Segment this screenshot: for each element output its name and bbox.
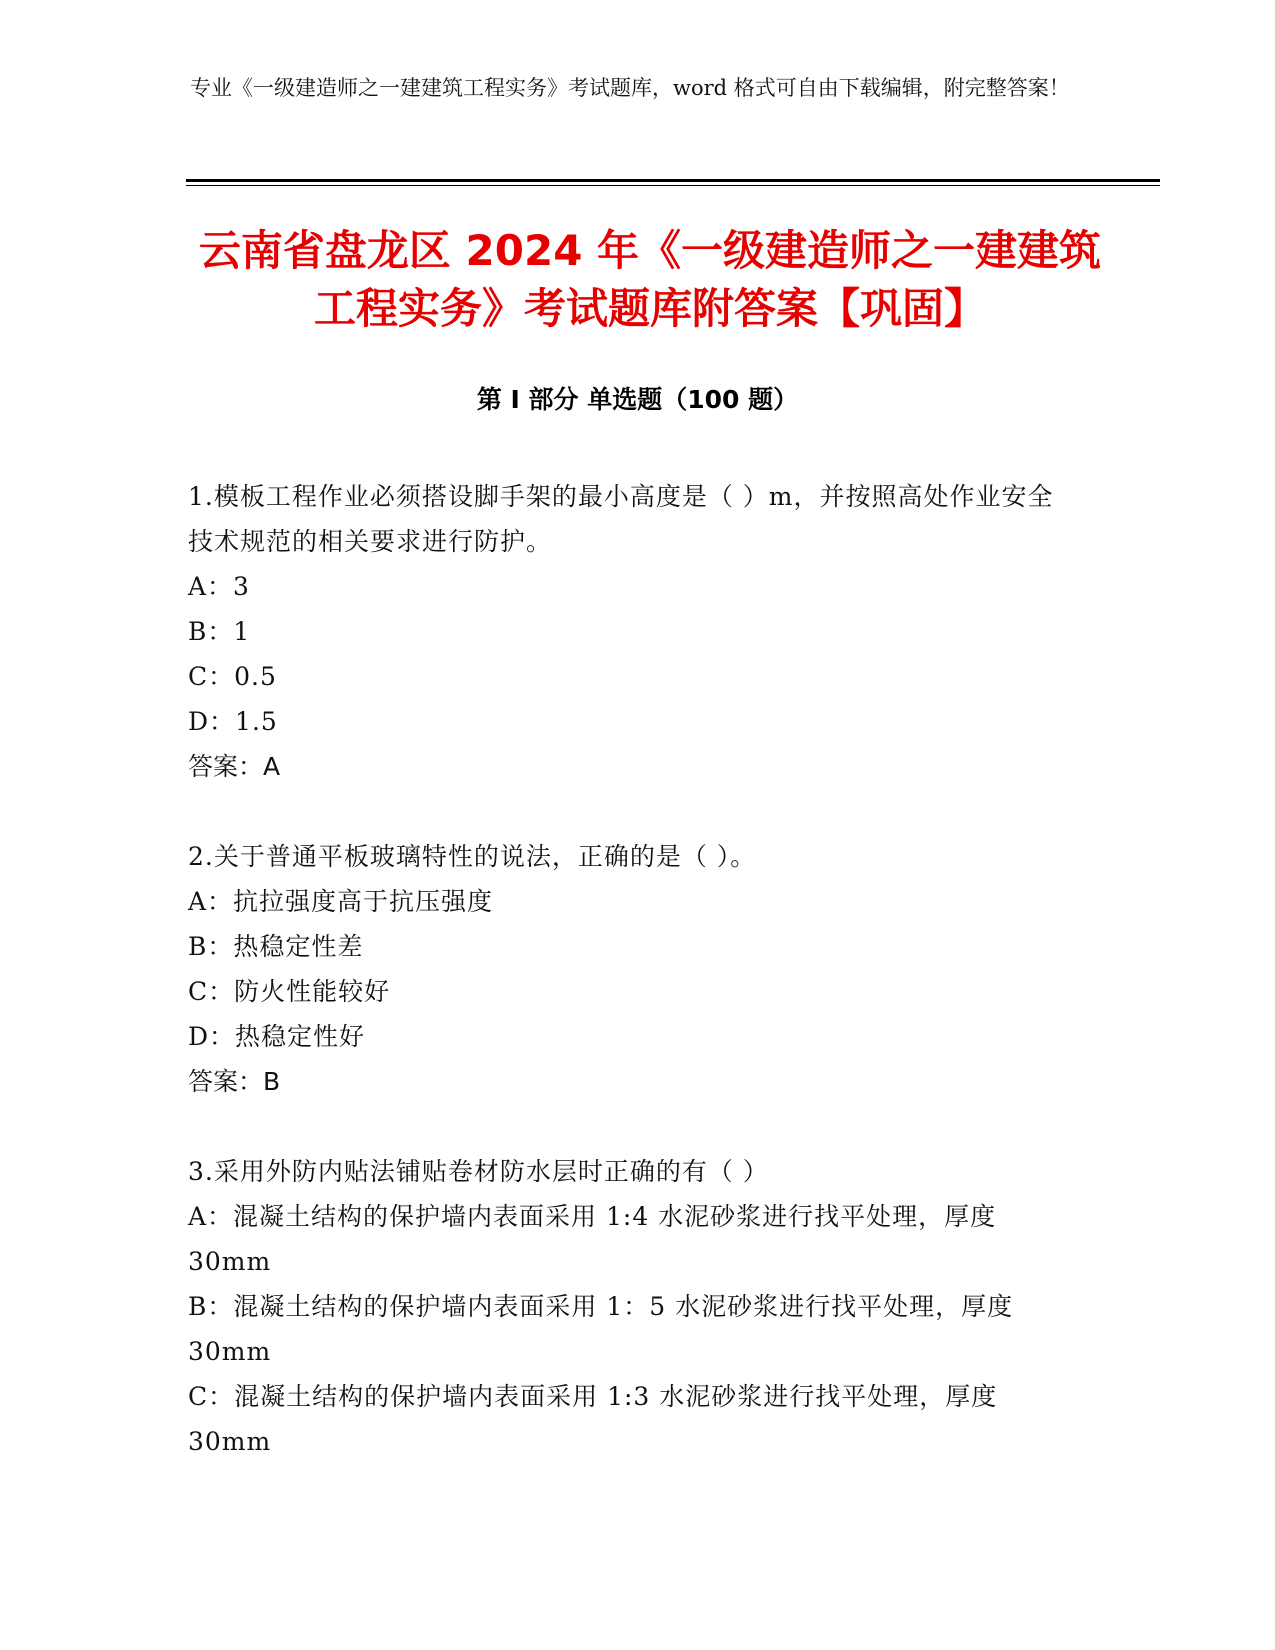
document-title: 云南省盘龙区 2024 年《一级建造师之一建建筑工程实务》考试题库附答案【巩固】 <box>198 226 1102 333</box>
question-1 <box>188 474 1078 789</box>
option-c: C：防火性能较好 <box>188 977 391 1006</box>
option-b: B：1 <box>188 617 251 646</box>
question-stem: 2.关于普通平板玻璃特性的说法，正确的是（ ）。 <box>188 842 757 871</box>
option-a: A：抗拉强度高于抗压强度 <box>188 887 494 916</box>
answer-line: 答案：A <box>188 752 281 781</box>
question-3 <box>188 1149 1078 1464</box>
answer-line: 答案：B <box>188 1067 281 1096</box>
question-list <box>188 474 1078 1509</box>
header-divider-thick <box>186 179 1160 182</box>
question-stem: 3.采用外防内贴法铺贴卷材防水层时正确的有（ ） <box>188 1157 769 1186</box>
section-title: 第 I 部分 单选题（100 题） <box>476 385 799 414</box>
question-2 <box>188 834 1078 1104</box>
header-note: 专业《一级建造师之一建建筑工程实务》考试题库，word 格式可自由下载编辑，附完整答案！ <box>190 76 1070 100</box>
option-a: A：3 <box>188 572 250 601</box>
question-stem: 1.模板工程作业必须搭设脚手架的最小高度是（ ）m，并按照高处作业安全技术规范的相关要求进行防护。 <box>188 482 1054 556</box>
option-d: D：热稳定性好 <box>188 1022 366 1051</box>
option-b: B：混凝土结构的保护墙内表面采用 1：5 水泥砂浆进行找平处理，厚度 30mm <box>188 1292 1014 1366</box>
option-c: C：0.5 <box>188 662 277 691</box>
header-divider-thin <box>186 185 1160 186</box>
option-d: D：1.5 <box>188 707 278 736</box>
option-a: A：混凝土结构的保护墙内表面采用 1:4 水泥砂浆进行找平处理，厚度 30mm <box>188 1202 997 1276</box>
option-c: C：混凝土结构的保护墙内表面采用 1:3 水泥砂浆进行找平处理，厚度 30mm <box>188 1382 998 1456</box>
option-b: B：热稳定性差 <box>188 932 364 961</box>
